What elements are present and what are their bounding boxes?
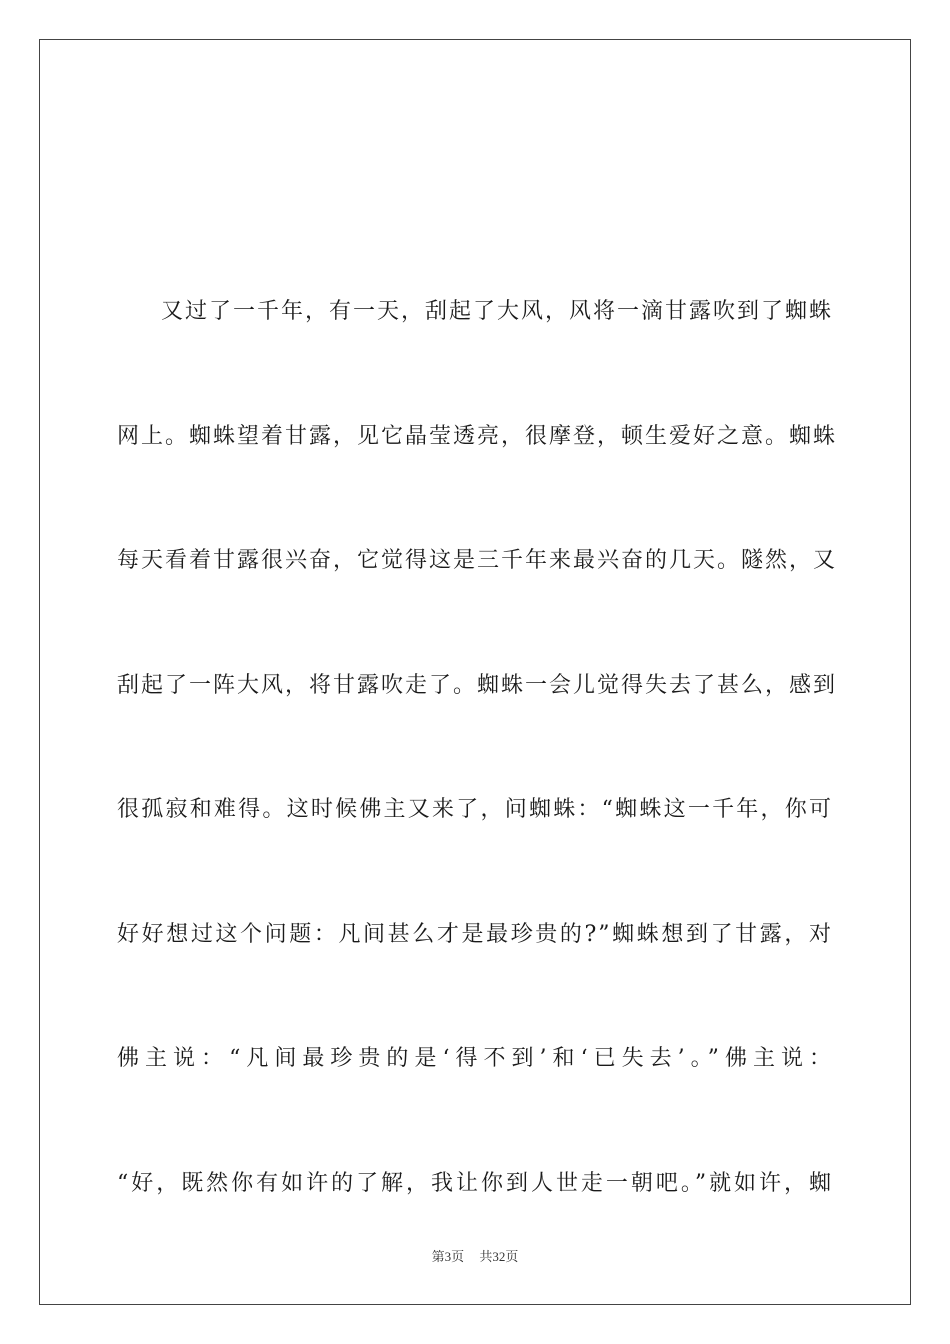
page-footer — [0, 1246, 950, 1265]
text-line-8: “好，既然你有如许的了解，我让你到人世走一朝吧。”就如许，蜘 — [117, 1170, 833, 1196]
text-line-3: 每天看着甘露很兴奋，它觉得这是三千年来最兴奋的几天。隧然，又 — [117, 548, 838, 573]
body-paragraph — [117, 250, 838, 1246]
text-line-6: 好好想过这个问题：凡间甚么才是最珍贵的?”蜘蛛想到了甘露，对 — [117, 921, 833, 947]
text-line-4: 刮起了一阵大风，将甘露吹走了。蜘蛛一会儿觉得失去了甚么，感到 — [117, 672, 838, 698]
text-line-5: 很孤寂和难得。这时候佛主又来了，问蜘蛛：“蜘蛛这一千年，你可 — [117, 797, 833, 822]
page-number: 第3页 — [431, 1249, 465, 1264]
text-line-2: 网上。蜘蛛望着甘露，见它晶莹透亮，很摩登，顿生爱好之意。蜘蛛 — [117, 423, 838, 449]
page-total: 共32页 — [479, 1249, 519, 1264]
text-line-7: 佛主说：“凡间最珍贵的是‘得不到’和‘已失去’。”佛主说： — [117, 1046, 833, 1071]
text-line-1: 又过了一千年，有一天，刮起了大风，风将一滴甘露吹到了蜘蛛 — [161, 299, 834, 324]
